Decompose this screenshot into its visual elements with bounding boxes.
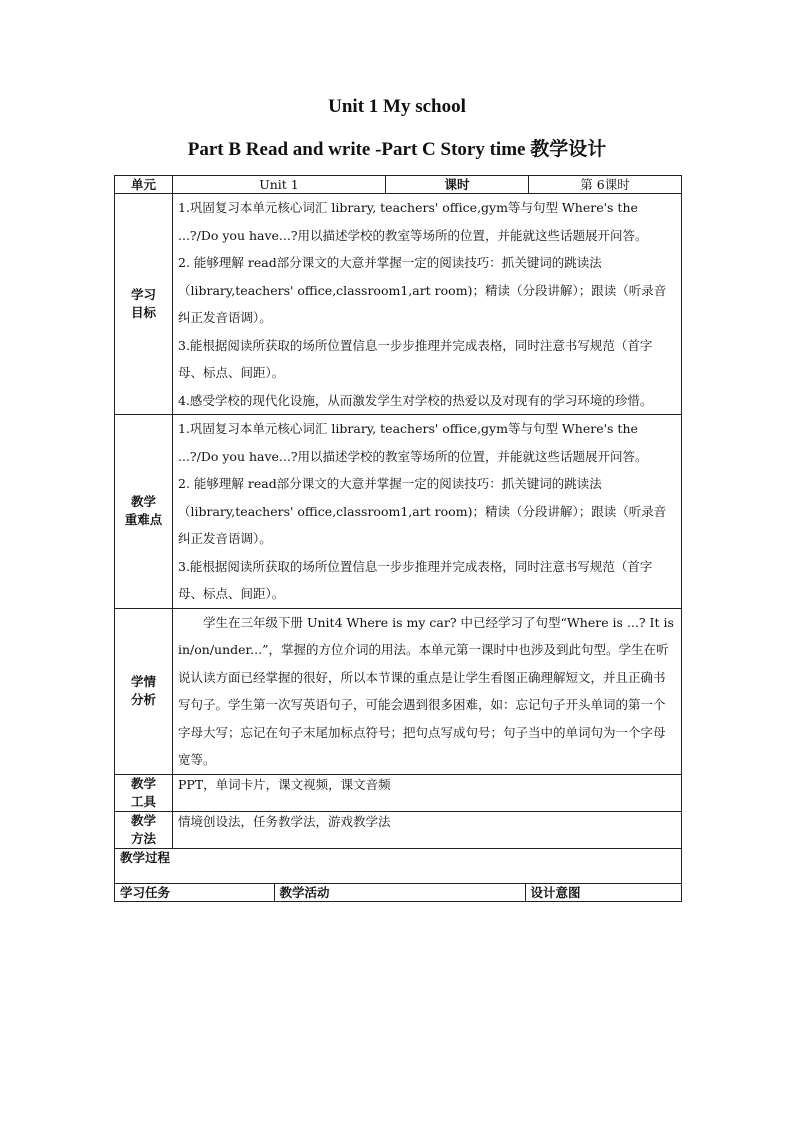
objective-item: 4.感受学校的现代化设施，从而激发学生对学校的热爱以及对现有的学习环境的珍惜。: [178, 392, 653, 408]
period-label: 课时: [386, 176, 529, 194]
unit-label: 单元: [115, 176, 173, 194]
objectives-content: [173, 194, 682, 415]
process-label: 教学过程: [115, 848, 682, 883]
unit-value: Unit 1: [173, 176, 386, 194]
col-intent: 设计意图: [530, 884, 581, 900]
objective-item: 2. 能够理解 read部分课文的大意并掌握一定的阅读技巧：抓关键词的跳读法（library,teachers' office,classroom1,art room)；精读（分段讲解）；跟读（听录音纠正发音语调）。: [178, 255, 667, 325]
process-row: [115, 848, 682, 883]
analysis-content: [173, 608, 682, 774]
objective-item: 3.能根据阅读所获取的场所位置信息一步步推理并完成表格，同时注意书写规范（首字母、标点、间距）。: [178, 337, 653, 380]
objectives-label: 学习 目标: [115, 194, 173, 415]
col-activity: 教学活动: [274, 884, 525, 901]
analysis-row: [115, 608, 682, 774]
objective-item: 1.巩固复习本单元核心词汇 library, teachers' office,gym等与句型 Where's the ...?/Do you have...?用以描述学校的教室等场所的位置，并能就这些话题展开问答。: [178, 200, 648, 243]
tools-row: [115, 774, 682, 811]
key-point-item: 3.能根据阅读所获取的场所位置信息一步步推理并完成表格，同时注意书写规范（首字母、标点、间距）。: [178, 558, 653, 601]
document-title: Unit 1 My school: [328, 96, 466, 117]
methods-content: 情境创设法，任务教学法，游戏教学法: [173, 811, 682, 848]
key-points-label: 教学 重难点: [115, 415, 173, 609]
header-row: [115, 176, 682, 194]
period-value: 第 6课时: [529, 176, 682, 194]
key-points-content: [173, 415, 682, 609]
col-task: 学习任务: [115, 884, 274, 901]
process-header-row: [115, 883, 682, 901]
key-point-item: 2. 能够理解 read部分课文的大意并掌握一定的阅读技巧：抓关键词的跳读法（library,teachers' office,classroom1,art room)；精读（分段讲解）；跟读（听录音纠正发音语调）。: [178, 476, 667, 546]
lesson-plan-table: [114, 175, 682, 902]
process-columns: [115, 884, 682, 901]
key-point-item: 1.巩固复习本单元核心词汇 library, teachers' office,gym等与句型 Where's the ...?/Do you have...?用以描述学校的教室等场所的位置，并能就这些话题展开问答。: [178, 421, 648, 464]
tools-label: 教学 工具: [115, 774, 173, 811]
analysis-text: 学生在三年级下册 Unit4 Where is my car? 中已经学习了句型“Where is ...? It is in/on/under...”，掌握的方位介词的用法。本单元第一课时中也涉及到此句型。学生在听说认读方面已经掌握的很好，所以本节课的重点是让学生看图正确理解短文，并且正确书写句子。学生第一次写英语句子，可能会遇到很多困难，如：忘记句子开头单词的第一个字母大写；忘记在句子末尾加标点符号；把句点写成句号；句子当中的单词句为一个字母宽等。: [178, 614, 674, 767]
key-points-row: [115, 415, 682, 609]
tools-content: PPT，单词卡片，课文视频，课文音频: [173, 774, 682, 811]
analysis-label: 学情 分析: [115, 608, 173, 774]
methods-label: 教学 方法: [115, 811, 173, 848]
objectives-row: [115, 194, 682, 415]
methods-row: [115, 811, 682, 848]
document-subtitle: Part B Read and write -Part C Story time 教学设计: [187, 139, 607, 160]
